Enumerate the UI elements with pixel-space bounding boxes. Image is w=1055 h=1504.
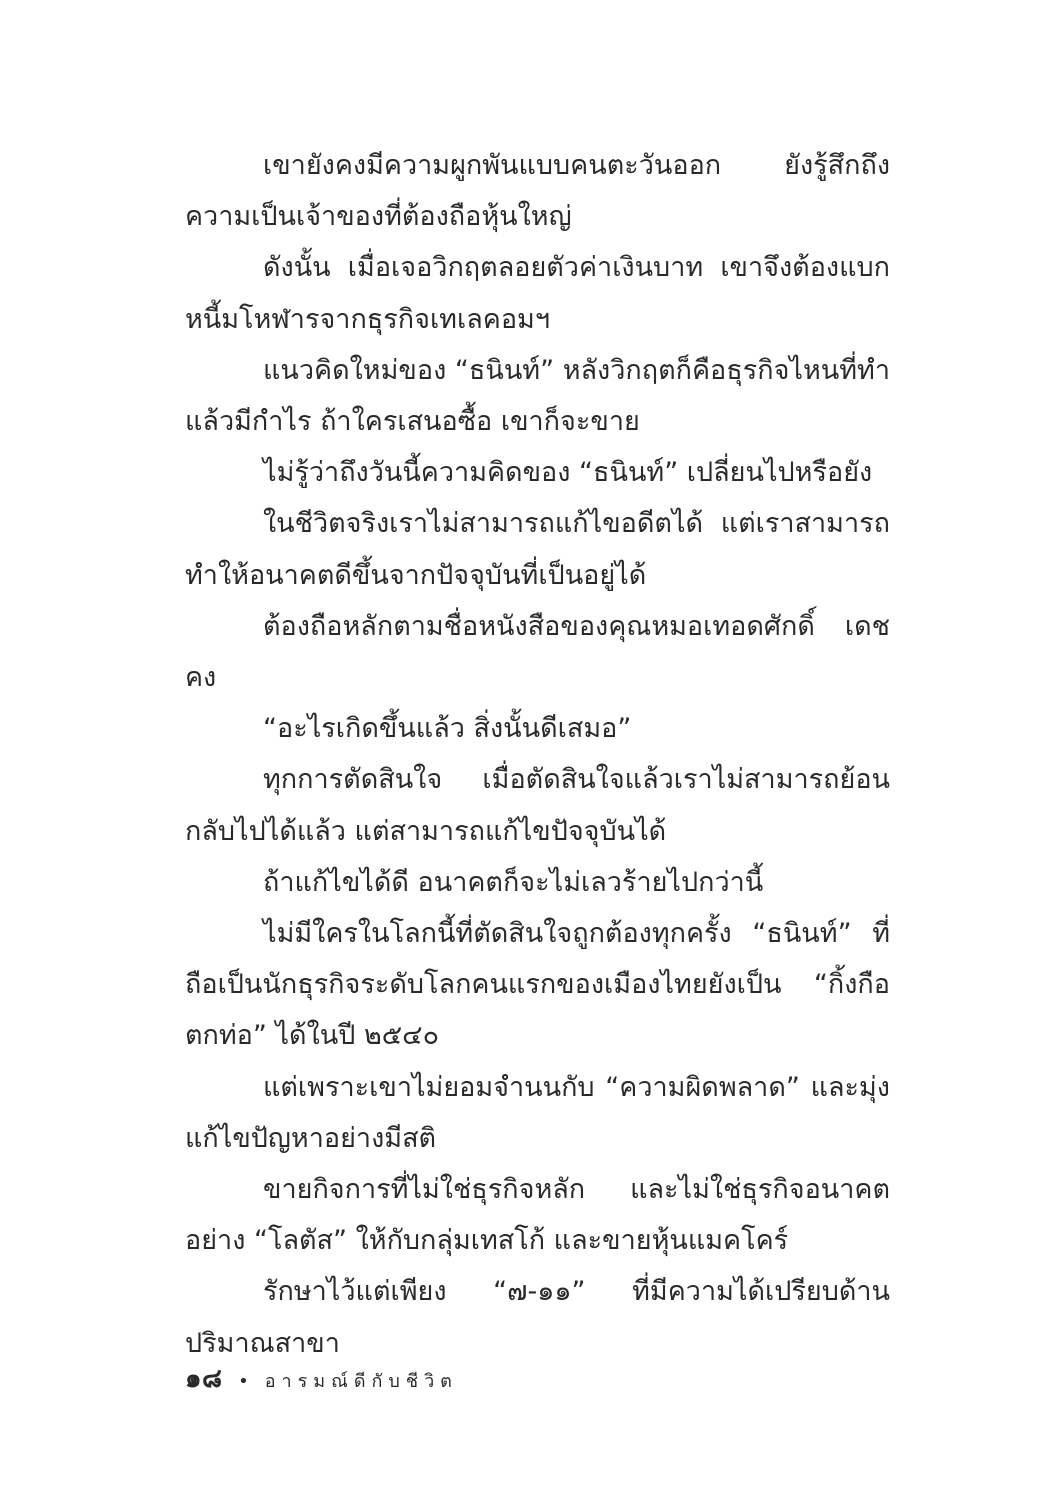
paragraph: เขายังคงมีความผูกพันแบบคนตะวันออก ยังรู้สึกถึงความเป็นเจ้าของที่ต้องถือหุ้นใหญ่ xyxy=(185,150,890,233)
paragraph: ทุกการตัดสินใจ เมื่อตัดสินใจแล้วเราไม่สามารถย้อนกลับไปได้แล้ว แต่สามารถแก้ไขปัจจุบันได้ xyxy=(185,764,890,847)
book-title: อารมณ์ดีกับชีวิต xyxy=(264,1371,458,1392)
paragraph: “อะไรเกิดขึ้นแล้ว สิ่งนั้นดีเสมอ” xyxy=(263,713,632,745)
page-number: ๑๘ xyxy=(185,1364,223,1394)
body-text xyxy=(185,140,890,1369)
paragraph: ไม่รู้ว่าถึงวันนี้ความคิดของ “ธนินท์” เปลี่ยนไปหรือยัง xyxy=(263,457,873,489)
paragraph: ในชีวิตจริงเราไม่สามารถแก้ไขอดีตได้ แต่เราสามารถทำให้อนาคตดีขึ้นจากปัจจุบันที่เป็นอยู่ได้ xyxy=(185,508,890,591)
paragraph: แนวคิดใหม่ของ “ธนินท์” หลังวิกฤตก็คือธุรกิจไหนที่ทำแล้วมีกำไร ถ้าใครเสนอซื้อ เขาก็จะขาย xyxy=(185,354,890,438)
page-footer xyxy=(185,1358,458,1399)
paragraph: ไม่มีใครในโลกนี้ที่ตัดสินใจถูกต้องทุกครั้ง “ธนินท์” ที่ถือเป็นนักธุรกิจระดับโลกคนแรกของเมืองไทยยังเป็น “กิ้งกือตกท่อ” ได้ในปี ๒๕๔๐ xyxy=(185,918,890,1052)
paragraph: ขายกิจการที่ไม่ใช่ธุรกิจหลัก และไม่ใช่ธุรกิจอนาคตอย่าง “โลตัส” ให้กับกลุ่มเทสโก้ และขายหุ้นแมคโคร์ xyxy=(185,1174,890,1257)
paragraph: ดังนั้น เมื่อเจอวิกฤตลอยตัวค่าเงินบาท เขาจึงต้องแบกหนี้มโหฬารจากธุรกิจเทเลคอมฯ xyxy=(185,252,890,335)
paragraph: ต้องถือหลักตามชื่อหนังสือของคุณหมอเทอดศักดิ์ เดชคง xyxy=(185,610,890,694)
footer-separator: • xyxy=(238,1371,250,1392)
paragraph: รักษาไว้แต่เพียง “๗-๑๑” ที่มีความได้เปรียบด้านปริมาณสาขา xyxy=(185,1276,890,1359)
paragraph: ถ้าแก้ไขได้ดี อนาคตก็จะไม่เลวร้ายไปกว่านี้ xyxy=(263,866,764,898)
paragraph: แต่เพราะเขาไม่ยอมจำนนกับ “ความผิดพลาด” และมุ่งแก้ไขปัญหาอย่างมีสติ xyxy=(185,1071,890,1154)
